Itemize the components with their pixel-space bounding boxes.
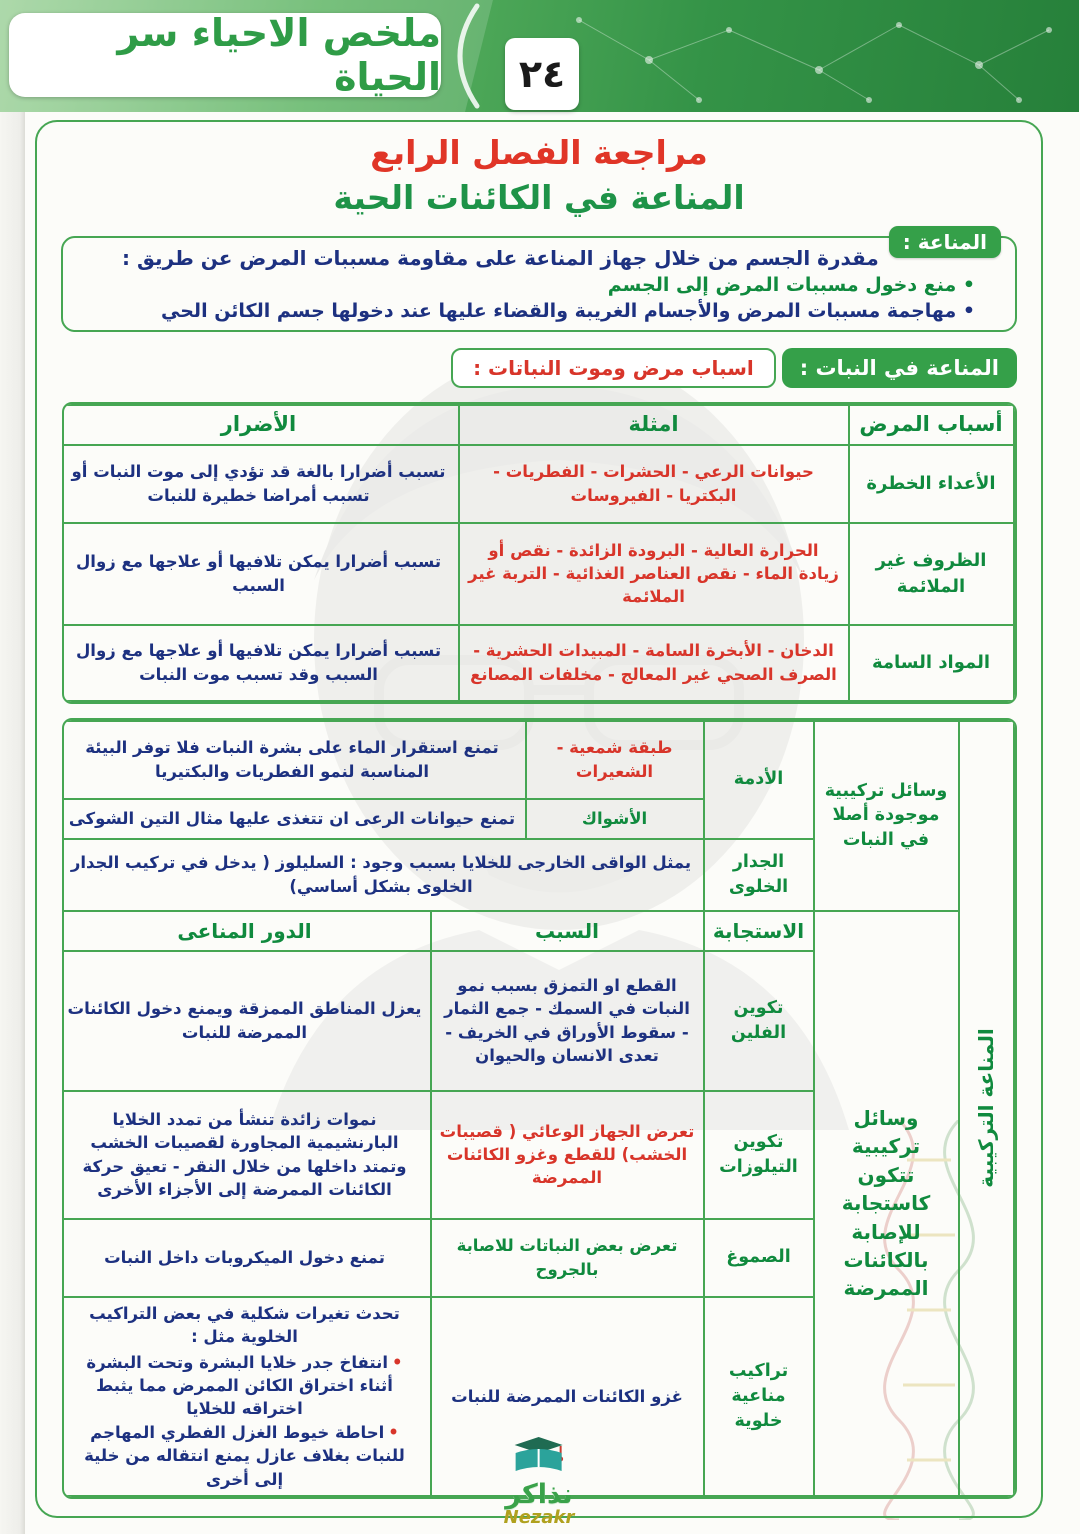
bracket-decor xyxy=(438,2,486,110)
table-row xyxy=(63,445,1015,523)
role-cell: تمنع حيوانات الرعى ان تتغذى عليها مثال التين الشوكى xyxy=(63,799,527,839)
table-header-row xyxy=(63,911,1015,951)
definition-head xyxy=(78,229,1002,270)
structure-cell: الأشواك xyxy=(527,799,705,839)
chapter-review-title: مراجعة الفصل الرابع xyxy=(371,133,709,172)
definition-bullet: • مهاجمة مسببات المرض والأجسام الغريبة والقضاء عليها عند دخولها جسم الكائن الحي xyxy=(78,300,1002,322)
response-cell: الصموغ xyxy=(705,1219,815,1297)
immune-role-cell: تمنع دخول الميكروبات داخل النبات xyxy=(63,1219,432,1297)
table-row xyxy=(63,721,1015,799)
column-header-examples: امثلة xyxy=(460,405,850,445)
watermark-arabic: نذاكر xyxy=(506,1478,574,1510)
response-group-label-cell: وسائل تركيبية تتكون كاستجابة للإصابة بالكائنات الممرضة xyxy=(815,911,960,1496)
watermark-latin: Nezakr xyxy=(504,1507,576,1529)
plant-immunity-section-header xyxy=(38,348,1018,388)
table-row xyxy=(63,523,1015,625)
page-number-badge xyxy=(506,38,580,110)
damages-cell: تسبب أضرارا بالغة قد تؤدي إلى موت النبات أو تسبب أمراضا خطيرة للنبات xyxy=(63,445,460,523)
cell-wall-label-cell: الجدار الخلوى xyxy=(705,839,815,911)
response-cell: تكوين التيلوزات xyxy=(705,1091,815,1219)
column-header-damages: الأضرار xyxy=(63,405,460,445)
cause-cell: القطع او التمزق بسبب نمو النبات في السمك - جمع الثمار - سقوط الأوراق في الخريف - تعدى الانسان والحيوان xyxy=(432,951,705,1091)
cause-cell: تعرض بعض النباتات للاصابة بالجروح xyxy=(432,1219,705,1297)
damages-cell: تسبب أضرارا يمكن تلافيها أو علاجها مع زوال السبب xyxy=(63,523,460,625)
page-number: ٢٤ xyxy=(519,52,567,96)
network-pattern-decor xyxy=(520,0,1080,112)
watermark-logo xyxy=(505,1435,576,1528)
immunity-label: المناعة : xyxy=(890,226,1002,258)
response-cell: تكوين الفلين xyxy=(705,951,815,1091)
examples-cell: حيوانات الرعي - الحشرات - الفطريات - البكتريا - الفيروسات xyxy=(460,445,850,523)
table-header-row xyxy=(63,405,1015,445)
cause-name-cell: الأعداء الخطرة xyxy=(850,445,1015,523)
column-header-response: الاستجابة xyxy=(705,911,815,951)
cause-name-cell: المواد السامة xyxy=(850,625,1015,701)
disease-causes-table xyxy=(63,402,1018,704)
cellular-role-bullet: • احاطة خيوط الغزل الفطري المهاجم للنبات بغلاف عازل يمنع انتقاله من خلية إلى أخرى xyxy=(68,1421,422,1491)
lesson-title: المناعة في الكائنات الحية xyxy=(334,177,746,217)
series-title-box xyxy=(10,13,442,97)
immune-role-cell xyxy=(63,1297,432,1496)
content-frame xyxy=(36,120,1044,1518)
table-row xyxy=(63,625,1015,701)
column-header-cause: السبب xyxy=(432,911,705,951)
immunity-definition-text: مقدرة الجسم من خلال جهاز المناعة على مقاومة مسببات المرض عن طريق : xyxy=(123,245,880,270)
structural-immunity-side-label: المناعة التركيبية xyxy=(974,1028,999,1189)
role-cell: تمنع استقرار الماء على بشرة النبات فلا توفر البيئة المناسبة لنمو الفطريات والبكتيريا xyxy=(63,721,527,799)
cause-cell: تعرض الجهاز الوعائي ( قصيبات الخشب) للقطع وغزو الكائنات الممرضة xyxy=(432,1091,705,1219)
immune-role-cell: يعزل المناطق الممزقة ويمنع دخول الكائنات الممرضة للنبات xyxy=(63,951,432,1091)
examples-cell: الدخان - الأبخرة السامة - المبيدات الحشرية - الصرف الصحي غير المعالج - مخلفات المصانع xyxy=(460,625,850,701)
examples-cell: الحرارة العالية - البرودة الزائدة - نقص أو زيادة الماء - نقص العناصر الغذائية - التربة غير الملائمة xyxy=(460,523,850,625)
immunity-definition-box xyxy=(62,229,1018,332)
cellular-role-bullet: • انتفاخ جدر خلايا البشرة وتحت البشرة أثناء اختراق الكائن الممرض مما يثبط اختراقه للخلايا xyxy=(68,1351,422,1421)
page-edge-strip xyxy=(0,112,26,1534)
plant-immunity-label: المناعة في النبات : xyxy=(783,348,1018,388)
plant-disease-causes-subtitle: اسباب مرض وموت النباتات : xyxy=(452,348,777,388)
structure-cell: طبقة شمعية - الشعيرات xyxy=(527,721,705,799)
column-header-immune-role: الدور المناعى xyxy=(63,911,432,951)
disease-causes-table-grid xyxy=(63,404,1016,702)
immune-role-cell: نموات زائدة تنشأ من تمدد الخلايا البارنشيمية المجاورة لقصيبات الخشب وتمتد داخلها من خلال النقر - تعيق حركة الكائنات الممرضة إلى الأجزاء الأخرى xyxy=(63,1091,432,1219)
series-title: ملخص الاحياء سر الحياة xyxy=(118,11,442,99)
damages-cell: تسبب أضرارا يمكن تلافيها أو علاجها مع زوال السبب وقد تسبب موت النبات xyxy=(63,625,460,701)
cellular-role-intro: تحدث تغيرات شكلية في بعض التراكيب الخلوية مثل : xyxy=(90,1303,401,1347)
derma-label-cell: الأدمة xyxy=(705,721,815,839)
side-label-cell xyxy=(960,721,1015,1496)
cause-cell: غزو الكائنات الممرضة للنبات xyxy=(432,1297,705,1496)
column-header-causes: أسباب المرض xyxy=(850,405,1015,445)
cell-wall-role-cell: يمثل الواقى الخارجى للخلايا بسبب وجود : السليلوز ( يدخل في تركيب الجدار الخلوى بشكل أساسي) xyxy=(63,839,705,911)
definition-bullet: • منع دخول مسببات المرض إلى الجسم xyxy=(78,274,1002,296)
book-graduation-icon xyxy=(510,1435,570,1477)
structural-immunity-table xyxy=(63,718,1018,1499)
cause-name-cell: الظروف غير الملائمة xyxy=(850,523,1015,625)
header-banner xyxy=(0,0,1080,112)
innate-group-label-cell: وسائل تركيبية موجودة أصلا في النبات xyxy=(815,721,960,911)
structural-immunity-table-grid xyxy=(63,720,1016,1497)
response-cell: تراكيب مناعية خلوية xyxy=(705,1297,815,1496)
